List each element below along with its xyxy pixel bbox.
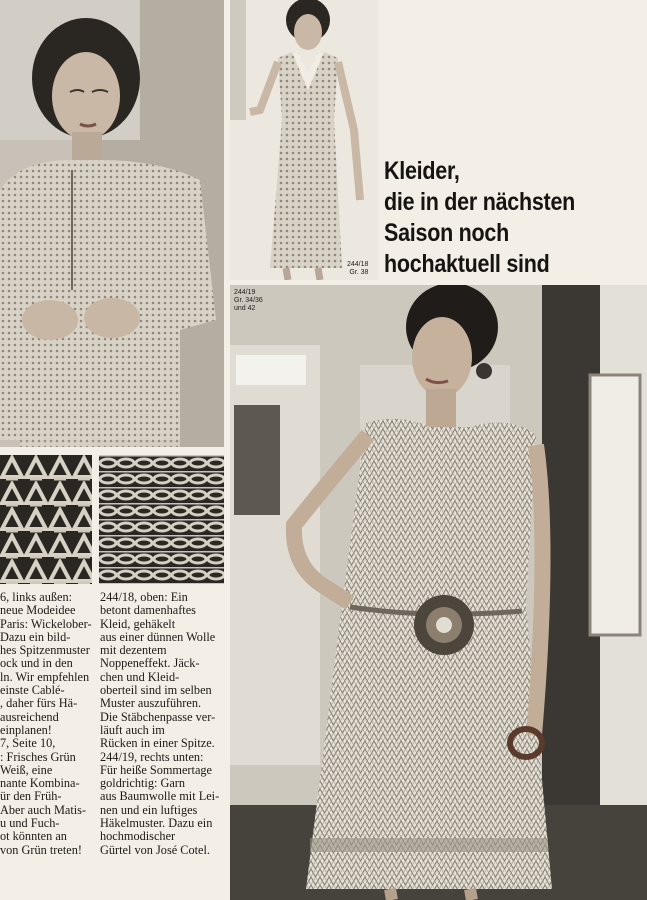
- text-line: aus einer dünnen Wolle: [100, 629, 216, 644]
- text-line: oberteil sind im selben: [100, 683, 212, 698]
- text-line: chen und Kleid-: [100, 669, 180, 684]
- text-line: nante Kombina-: [0, 776, 80, 791]
- text-line: 244/18, oben: Ein: [100, 590, 188, 604]
- text-line: ausreichend: [0, 709, 59, 724]
- text-line: Dazu ein bild-: [0, 629, 71, 644]
- text-line: hochmodischer: [100, 829, 176, 844]
- text-line: Weiß, eine: [0, 762, 53, 777]
- photo-stitch-swatch-2: [99, 455, 224, 584]
- text-line: Rücken in einer Spitze.: [100, 736, 215, 751]
- text-line: u und Fuch-: [0, 816, 60, 831]
- headline-line: Kleider,: [384, 157, 460, 185]
- text-line: Paris: Wickelober-: [0, 616, 92, 631]
- text-line: Aber auch Matis-: [0, 802, 87, 817]
- text-line: ln. Wir empfehlen: [0, 669, 90, 684]
- caption-size-2: und 42: [234, 305, 256, 312]
- text-line: aus Baumwolle mit Lei-: [100, 789, 220, 804]
- text-line: Gürtel von José Cotel.: [100, 842, 210, 857]
- caption-244-18: [347, 261, 368, 277]
- text-line: neue Modeidee: [0, 603, 76, 618]
- photo-stitch-swatch-1: [0, 455, 92, 584]
- text-line: mit dezentem: [100, 643, 167, 658]
- text-line: hes Spitzenmuster: [0, 643, 90, 658]
- text-line: Noppeneffekt. Jäck-: [100, 656, 200, 671]
- photo-jacket-outfit: [0, 0, 224, 447]
- text-line: ock und in den: [0, 656, 73, 671]
- text-line: , daher fürs Hä-: [0, 696, 78, 711]
- text-line: Muster auszuführen.: [100, 696, 202, 711]
- text-line: 7, Seite 10,: [0, 736, 56, 751]
- text-line: ür den Früh-: [0, 789, 62, 804]
- text-column-middle: [100, 591, 228, 857]
- headline: [384, 156, 604, 280]
- caption-size: Gr. 38: [349, 269, 369, 276]
- text-line: goldrichtig: Garn: [100, 776, 186, 791]
- text-line: : Frisches Grün: [0, 749, 76, 764]
- text-column-left: [0, 591, 94, 857]
- text-line: Kleid, gehäkelt: [100, 616, 176, 631]
- caption-244-19: [234, 289, 263, 313]
- headline-line: hochaktuell sind: [384, 250, 550, 278]
- text-line: Für heiße Sommertage: [100, 762, 213, 777]
- caption-size: Gr. 34/36: [234, 297, 263, 304]
- text-line: läuft auch im: [100, 722, 165, 737]
- caption-number: 244/18: [347, 261, 369, 268]
- text-line: einplanen!: [0, 722, 52, 737]
- text-line: von Grün treten!: [0, 842, 82, 857]
- photo-dress-244-18: [230, 0, 378, 280]
- text-line: Die Stäbchenpasse ver-: [100, 709, 216, 724]
- text-line: 244/19, rechts unten:: [100, 749, 204, 764]
- text-line: nen und ein luftiges: [100, 802, 198, 817]
- text-line: betont damenhaftes: [100, 603, 196, 618]
- text-line: 6, links außen:: [0, 591, 73, 604]
- text-line: ot könnten an: [0, 829, 67, 844]
- headline-line: die in der nächsten: [384, 188, 576, 216]
- text-line: einste Cablé-: [0, 683, 65, 698]
- photo-dress-244-19: [230, 285, 647, 900]
- headline-line: Saison noch: [384, 219, 509, 247]
- text-line: Häkelmuster. Dazu ein: [100, 816, 213, 831]
- caption-number: 244/19: [234, 289, 256, 296]
